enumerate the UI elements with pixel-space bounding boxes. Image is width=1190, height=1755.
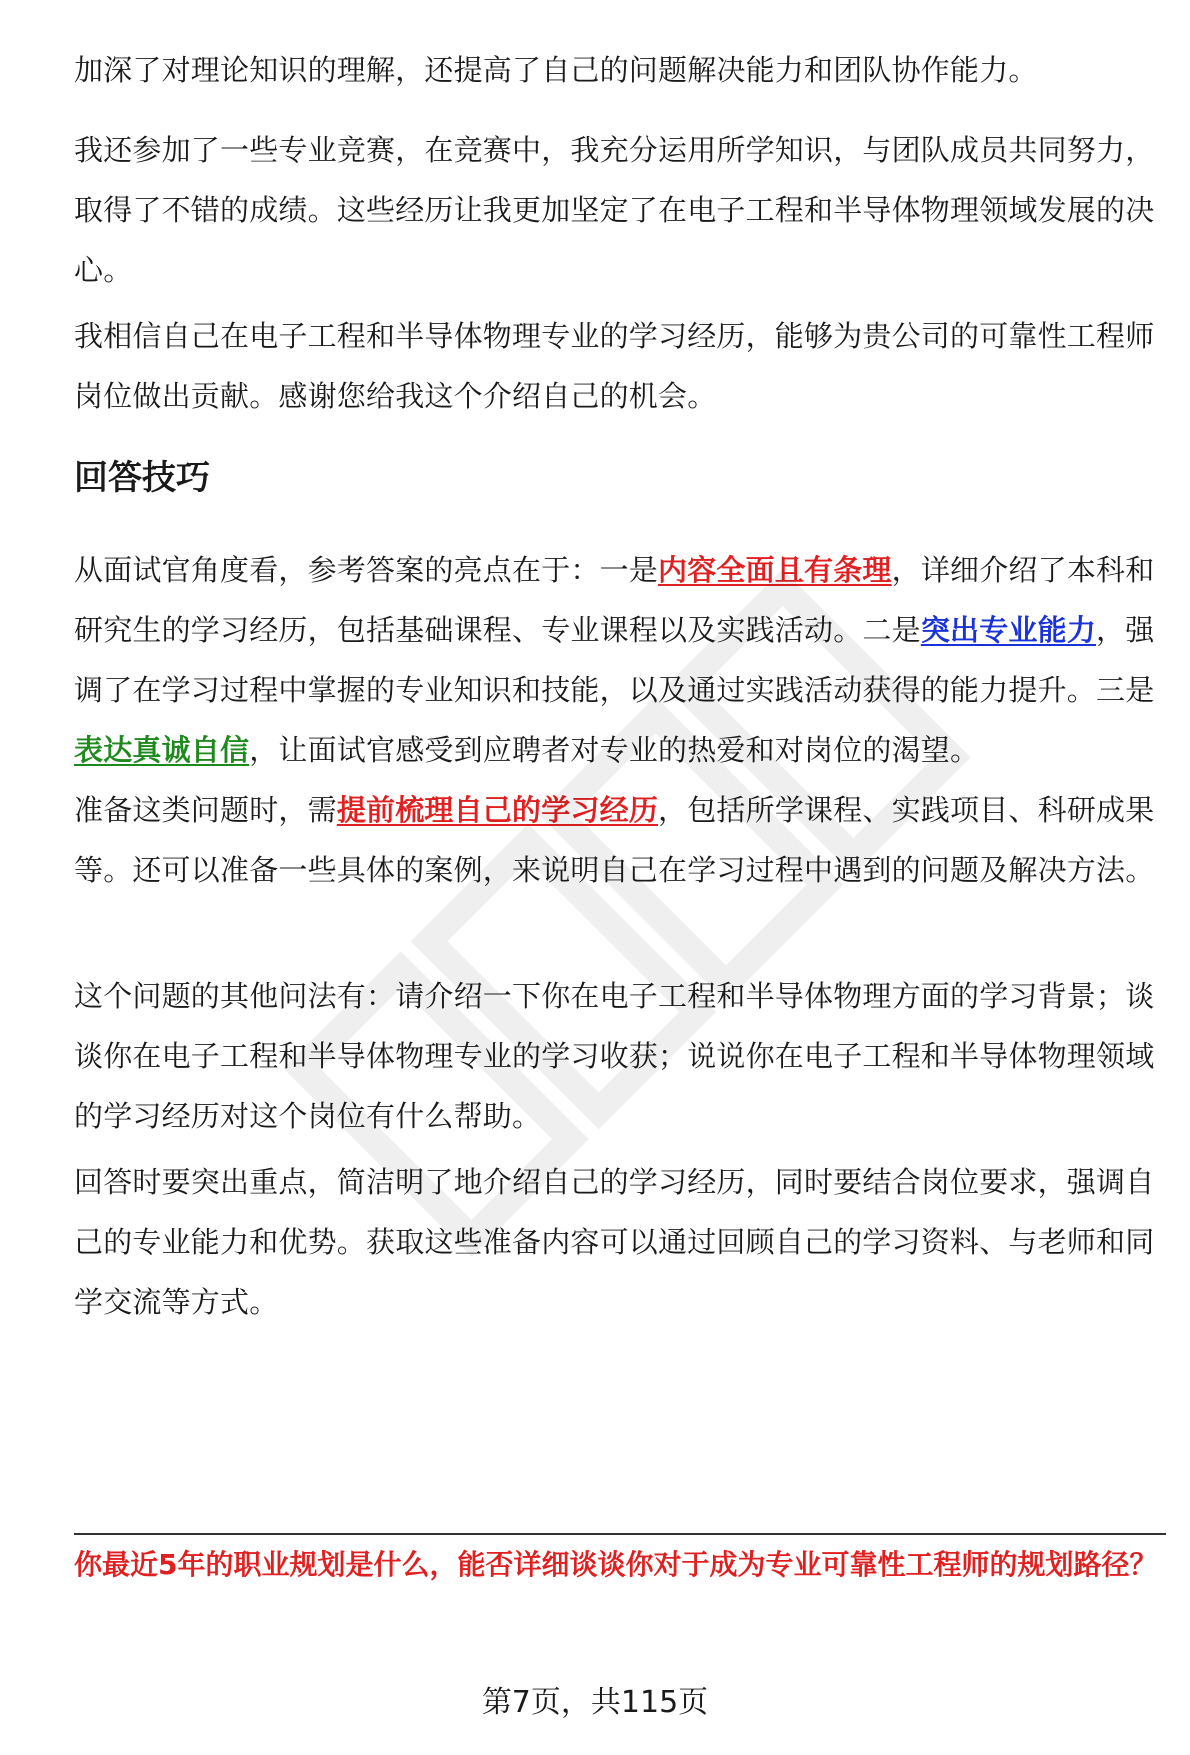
highlight-professional-ability: 突出专业能力: [920, 613, 1097, 647]
paragraph-competitions: [74, 120, 1166, 300]
highlight-comprehensive: 内容全面且有条理: [658, 553, 892, 587]
section-heading: 回答技巧: [74, 458, 210, 498]
tip-text: 从面试官角度看，参考答案的亮点在于：一是: [74, 553, 659, 587]
tip-text: 回答时要突出重点，简洁明了地介绍自己的学习经历，同时要结合岗位要求，强调自己的专业能力和优势。获取这些准备内容可以通过回顾自己的学习资料、与老师和同学交流等方式。: [74, 1165, 1155, 1319]
tip-text: ，强调了在学习过程中掌握的专业知识和技能，以及通过实践活动获得的能力提升。三是: [74, 613, 1155, 707]
tip-text: ，详细介绍了本科和研究生的学习经历，包括基础课程、专业课程以及实践活动。二是: [74, 553, 1155, 647]
next-question: 你最近5年的职业规划是什么，能否详细谈谈你对于成为专业可靠性工程师的规划路径？: [74, 1548, 1158, 1581]
tip-text: ，让面试官感受到应聘者对专业的热爱和对岗位的渴望。: [249, 733, 980, 767]
paragraph-text: 加深了对理论知识的理解，还提高了自己的问题解决能力和团队协作能力。: [74, 53, 1038, 87]
tip-paragraph-answering: [74, 1152, 1166, 1332]
tip-text: ，包括所学课程、实践项目、科研成果等。还可以准备一些具体的案例，来说明自己在学习过程中遇到的问题及解决方法。: [74, 793, 1155, 887]
page-footer: 第7页，共115页: [481, 1685, 709, 1720]
tip-text: 准备这类问题时，需: [74, 793, 337, 827]
paragraph-study-summary: [74, 40, 1166, 100]
tip-paragraph-preparation: [74, 780, 1166, 900]
paragraph-text: 我相信自己在电子工程和半导体物理专业的学习经历，能够为贵公司的可靠性工程师岗位做出贡献。感谢您给我这个介绍自己的机会。: [74, 319, 1155, 413]
section-divider: [74, 1533, 1166, 1535]
tip-text: 这个问题的其他问法有：请介绍一下你在电子工程和半导体物理方面的学习背景；谈谈你在电子工程和半导体物理专业的学习收获；说说你在电子工程和半导体物理领域的学习经历对这个岗位有什么帮助。: [74, 979, 1155, 1133]
highlight-review-experience: 提前梳理自己的学习经历: [336, 793, 659, 827]
paragraph-closing: [74, 306, 1166, 426]
tip-paragraph-highlights: [74, 540, 1166, 780]
tip-paragraph-alternatives: [74, 966, 1166, 1146]
paragraph-text: 我还参加了一些专业竞赛，在竞赛中，我充分运用所学知识，与团队成员共同努力，取得了不错的成绩。这些经历让我更加坚定了在电子工程和半导体物理领域发展的决心。: [74, 133, 1155, 287]
highlight-sincere-confident: 表达真诚自信: [74, 733, 250, 767]
